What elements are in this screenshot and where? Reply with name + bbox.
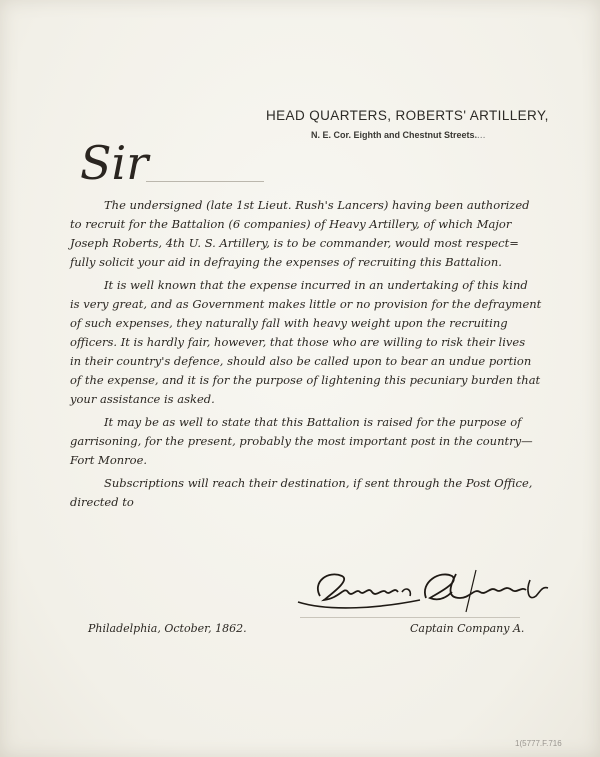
letterhead-dots: .... — [474, 131, 486, 141]
letterhead-address: N. E. Cor. Eighth and Chestnut Streets. — [311, 130, 478, 140]
paragraph-1-line-2: to recruit for the Battalion (6 companies) of Heavy Artillery, of which Major — [70, 217, 512, 231]
catalog-number: 1(5777.F.716 — [515, 739, 562, 748]
handwritten-signature — [290, 562, 560, 614]
paragraph-3-line-2: garrisoning, for the present, probably the most important post in the country— — [70, 434, 533, 448]
paragraph-1-line-3: Joseph Roberts, 4th U. S. Artillery, is to be commander, would most respect= — [70, 236, 519, 250]
paragraph-4-line-2: directed to — [70, 495, 134, 509]
paragraph-3-line-3: Fort Monroe. — [70, 453, 148, 467]
letterhead-heading: HEAD QUARTERS, ROBERTS' ARTILLERY, — [266, 108, 549, 123]
paragraph-2-line-5: in their country's defence, should also be called upon to bear an undue portion — [70, 354, 532, 368]
letter-body — [70, 196, 540, 512]
paragraph-2-line-2: is very great, and as Government makes little or no provision for the defrayment — [70, 297, 542, 311]
paragraph-2-line-7: your assistance is asked. — [70, 392, 215, 406]
paragraph-2-line-6: of the expense, and it is for the purpose of lightening this pecuniary burden that — [70, 373, 541, 387]
paragraph-1-line-4: fully solicit your aid in defraying the expenses of recruiting this Battalion. — [70, 255, 502, 269]
paragraph-3-line-1: It may be as well to state that this Battalion is raised for the purpose of — [104, 415, 522, 429]
salutation: Sir — [80, 136, 149, 190]
paragraph-2-line-4: officers. It is hardly fair, however, that those who are willing to risk their lives — [70, 335, 526, 349]
paragraph-2-line-1: It is well known that the expense incurred in an undertaking of this kind — [104, 278, 528, 292]
signatory-rank: Captain Company A. — [410, 622, 525, 635]
paragraph-1-line-1: The undersigned (late 1st Lieut. Rush's Lancers) having been authorized — [104, 198, 530, 212]
signature-rule — [300, 617, 520, 618]
paragraph-4-line-1: Subscriptions will reach their destination, if sent through the Post Office, — [104, 476, 533, 490]
salutation-rule — [146, 181, 264, 182]
paragraph-2-line-3: of such expenses, they naturally fall with heavy weight upon the recruiting — [70, 316, 508, 330]
place-and-date: Philadelphia, October, 1862. — [88, 622, 247, 635]
